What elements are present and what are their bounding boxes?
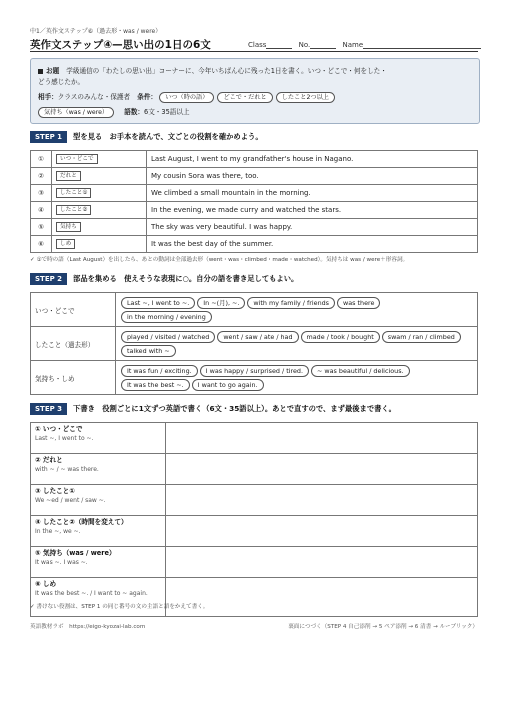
phrase-chip[interactable]: In ~(月), ~.: [197, 297, 245, 309]
row-number: ⑤: [31, 219, 52, 236]
footer-source: 英語教材ラボ https://eigo-kyozai-lab.com: [30, 624, 146, 630]
row-number: ①: [31, 151, 52, 168]
draft-hint: with ~ / ~ was there.: [35, 466, 99, 473]
phrase-chip[interactable]: It was fun / exciting.: [121, 365, 198, 377]
worksheet-subtitle: 中1／英作文ステップ⑥（過去形・was / were）: [30, 28, 162, 35]
phrase-chips: [116, 293, 478, 327]
count-label: 語数：: [124, 108, 145, 116]
table-row: [31, 454, 478, 485]
table-row: [31, 361, 478, 395]
step2-table: [30, 292, 478, 395]
row-number: ⑥: [31, 236, 52, 253]
topic-line: [38, 65, 387, 75]
conditions-line: [38, 91, 338, 103]
topic-label: お題: [46, 67, 60, 75]
phrase-chip[interactable]: I want to go again.: [192, 379, 264, 391]
draft-writing-area[interactable]: [166, 578, 478, 617]
step3-header: [30, 403, 396, 415]
draft-writing-area[interactable]: [166, 485, 478, 516]
count-text: 6文・35語以上: [144, 108, 190, 116]
draft-role-title: ④ したこと②（時間を変えて）: [35, 518, 128, 526]
worksheet-title: 英作文ステップ④—思い出の1日の6文: [30, 39, 211, 51]
table-row: [31, 516, 478, 547]
phrase-category: したこと（過去形）: [31, 327, 116, 361]
topic-text-cont: どう感じたか。: [38, 78, 85, 86]
condition-pill: したこと2つ以上: [276, 92, 335, 103]
audience-label: 相手：: [38, 93, 58, 101]
draft-role-title: ⑤ 気持ち（was / were）: [35, 549, 116, 557]
phrase-chip[interactable]: went / saw / ate / had: [217, 331, 298, 343]
model-sentence: It was the best day of the summer.: [147, 236, 478, 253]
phrase-category: 気持ち・しめ: [31, 361, 116, 395]
table-row: [31, 151, 478, 168]
table-row: [31, 202, 478, 219]
model-sentence: My cousin Sora was there, too.: [147, 168, 478, 185]
role-tag: したこと①: [56, 188, 91, 198]
draft-hint: Last ~, I went to ~.: [35, 435, 94, 442]
draft-writing-area[interactable]: [166, 547, 478, 578]
phrase-chip[interactable]: ~ was beautiful / delicious.: [311, 365, 410, 377]
role-tag: だれと: [56, 171, 81, 181]
name-field[interactable]: [363, 40, 481, 49]
draft-writing-area[interactable]: [166, 423, 478, 454]
table-row: [31, 327, 478, 361]
footer-continue: 裏面につづく（STEP 4 自己添削 → 5 ペア添削 → 6 清書 → ルーブリック）: [288, 624, 478, 630]
condition-pill: どこで・だれと: [217, 92, 272, 103]
step1-title: 型を見る お手本を読んで、文ごとの役割を確かめよう。: [73, 132, 263, 141]
table-row: [31, 168, 478, 185]
phrase-chips: [116, 327, 478, 361]
draft-role-title: ③ したこと①: [35, 487, 75, 495]
student-info: [248, 40, 481, 49]
phrase-chip[interactable]: was there: [337, 297, 380, 309]
step3-badge: STEP 3: [30, 403, 67, 415]
role-tag: 気持ち: [56, 222, 81, 232]
class-label: Class: [248, 41, 267, 49]
audience-text: クラスのみんな・保護者: [57, 93, 131, 101]
model-sentence: We climbed a small mountain in the morning.: [147, 185, 478, 202]
class-field[interactable]: [266, 40, 292, 49]
table-row: [31, 293, 478, 327]
prompt-box: [30, 58, 480, 124]
phrase-chips: [116, 361, 478, 395]
step2-title: 部品を集める 使えそうな表現に○。自分の語を書き足してもよい。: [73, 274, 299, 283]
step3-table: [30, 422, 478, 617]
role-tag: いつ・どこで: [56, 154, 98, 164]
phrase-chip[interactable]: played / visited / watched: [121, 331, 215, 343]
step3-title: 下書き 役割ごとに1文ずつ英語で書く（6文・35語以上）。あとで直すので、まず最後まで書く。: [73, 404, 396, 413]
table-row: [31, 236, 478, 253]
step1-header: [30, 131, 263, 143]
role-tag: したこと②: [56, 205, 91, 215]
table-row: [31, 423, 478, 454]
condition-pill: いつ（時の語）: [159, 92, 214, 103]
phrase-chip[interactable]: with my family / friends: [247, 297, 335, 309]
phrase-chip[interactable]: made / took / bought: [301, 331, 380, 343]
step1-badge: STEP 1: [30, 131, 67, 143]
phrase-chip[interactable]: It was the best ~.: [121, 379, 190, 391]
table-row: [31, 547, 478, 578]
draft-role-title: ① いつ・どこで: [35, 425, 83, 433]
draft-hint: In the ~, we ~.: [35, 528, 81, 535]
square-bullet-icon: [38, 69, 43, 74]
step3-note: ✓ 書けない役割は、STEP 1 の同じ番号の文の主語と語をかえて書く。: [30, 604, 209, 610]
step1-note: ✓ ①で時の語（Last August）を出したら、あとの動詞は全部過去形（went・was・climbed・made・watched）。気持ちは was / were＋形容詞。: [30, 257, 409, 263]
draft-writing-area[interactable]: [166, 454, 478, 485]
table-row: [31, 219, 478, 236]
row-number: ②: [31, 168, 52, 185]
table-row: [31, 185, 478, 202]
step2-badge: STEP 2: [30, 273, 67, 285]
draft-role-title: ② だれと: [35, 456, 63, 464]
phrase-chip[interactable]: Last ~, I went to ~.: [121, 297, 195, 309]
draft-hint: It was the best ~. / I want to ~ again.: [35, 590, 148, 597]
draft-writing-area[interactable]: [166, 516, 478, 547]
role-tag: しめ: [56, 239, 75, 249]
count-line: [38, 106, 190, 118]
phrase-chip[interactable]: in the morning / evening: [121, 311, 212, 323]
row-number: ③: [31, 185, 52, 202]
phrase-chip[interactable]: swam / ran / climbed: [382, 331, 461, 343]
no-label: No.: [298, 41, 311, 49]
draft-hint: It was ~. I was ~.: [35, 559, 88, 566]
name-label: Name: [342, 41, 364, 49]
step2-header: [30, 273, 298, 285]
phrase-chip[interactable]: talked with ~: [121, 345, 176, 357]
model-sentence: The sky was very beautiful. I was happy.: [147, 219, 478, 236]
header-divider: [30, 51, 478, 52]
topic-text: 学級通信の「わたしの思い出」コーナーに、今年いちばん心に残った1日を書く。いつ・どこで・何をした・: [66, 67, 387, 75]
row-number: ④: [31, 202, 52, 219]
draft-hint: We ~ed / went / saw ~.: [35, 497, 106, 504]
phrase-chip[interactable]: I was happy / surprised / tired.: [200, 365, 309, 377]
table-row: [31, 578, 478, 617]
table-row: [31, 485, 478, 516]
model-sentence: Last August, I went to my grandfather's house in Nagano.: [147, 151, 478, 168]
phrase-category: いつ・どこで: [31, 293, 116, 327]
condition-label: 条件：: [137, 93, 158, 101]
step1-table: [30, 150, 478, 253]
draft-role-title: ⑥ しめ: [35, 580, 57, 588]
condition-pill: 気持ち（was / were）: [38, 107, 114, 118]
model-sentence: In the evening, we made curry and watched the stars.: [147, 202, 478, 219]
no-field[interactable]: [310, 40, 336, 49]
